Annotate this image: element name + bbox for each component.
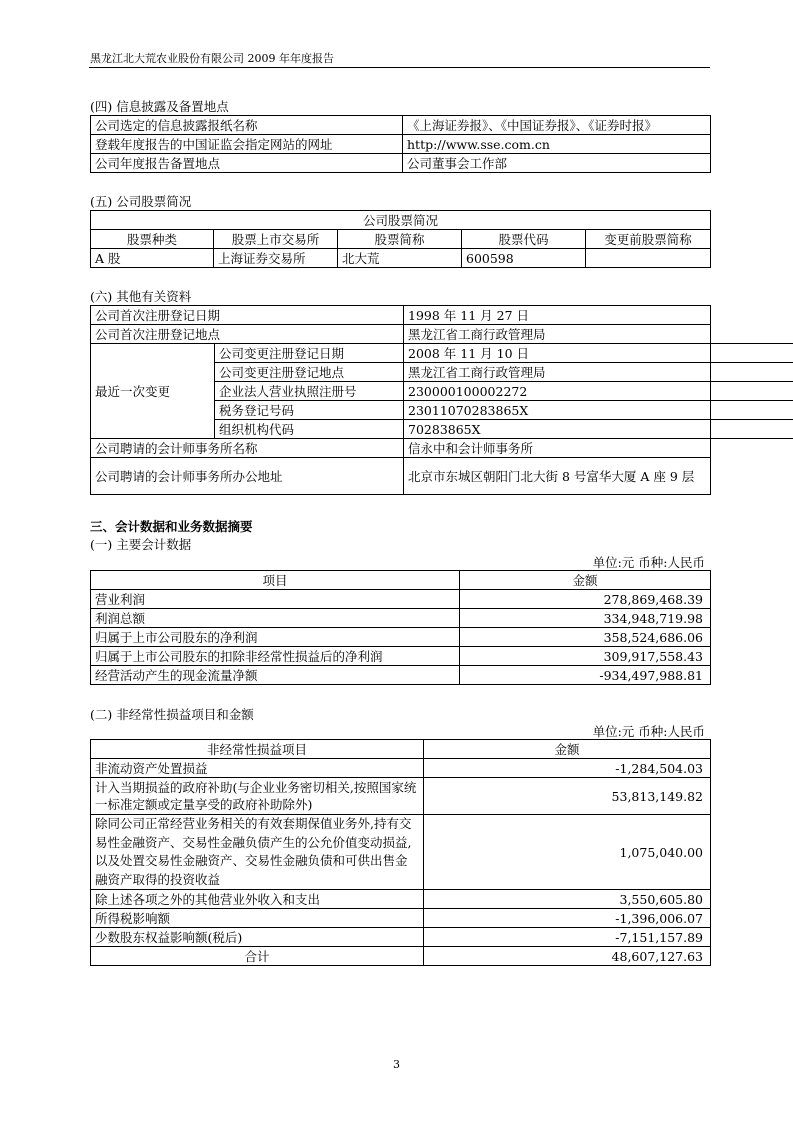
- auditor-addr-label: 公司聘请的会计师事务所办公地址: [91, 458, 404, 495]
- column-header: 股票上市交易所: [214, 230, 338, 249]
- nonrecurring-table: [90, 739, 711, 966]
- disclosure-value: http://www.sse.com.cn: [403, 135, 711, 154]
- disclosure-label: 登载年度报告的中国证监会指定网站的网址: [91, 135, 403, 154]
- disclosure-label: 公司选定的信息披露报纸名称: [91, 116, 403, 135]
- item-cell: 除上述各项之外的其他营业外收入和支出: [91, 890, 424, 909]
- nonrecurring-subtitle: (二) 非经常性损益项目和金额: [90, 707, 254, 722]
- other-info-table: [90, 305, 711, 495]
- item-cell: 营业利润: [91, 590, 460, 609]
- table-extension-line: [710, 438, 793, 439]
- item-cell: 少数股东权益影响额(税后): [91, 928, 424, 947]
- table-row: [91, 344, 711, 363]
- item-cell: 计入当期损益的政府补助(与企业业务密切相关,按照国家统一标准定额或定量享受的政府补助除外): [91, 778, 424, 815]
- table-extension-line: [710, 362, 793, 363]
- disclosure-label: 公司年度报告备置地点: [91, 154, 403, 173]
- total-label: 合计: [91, 947, 424, 966]
- change-value: 230000100002272: [404, 382, 711, 401]
- report-header: 黑龙江北大荒农业股份有限公司 2009 年年度报告: [90, 52, 334, 65]
- table-row: [91, 647, 711, 666]
- page-number: 3: [393, 1058, 400, 1071]
- stock-type: A 股: [91, 249, 214, 268]
- table-row: [91, 666, 711, 685]
- change-value: 23011070283865X: [404, 401, 711, 420]
- column-header: 项目: [91, 571, 460, 590]
- disclosure-value: 《上海证券报》、《中国证券报》、《证券时报》: [403, 116, 711, 135]
- change-value: 2008 年 11 月 10 日: [404, 344, 711, 363]
- table-row: [91, 458, 711, 495]
- table-row: [91, 759, 711, 778]
- amount-cell: 3,550,605.80: [424, 890, 711, 909]
- column-header: 金额: [424, 740, 711, 759]
- table-row: [91, 890, 711, 909]
- item-cell: 归属于上市公司股东的净利润: [91, 628, 460, 647]
- column-header: 变更前股票简称: [586, 230, 711, 249]
- change-label: 税务登记号码: [215, 401, 404, 420]
- table-total-row: [91, 947, 711, 966]
- main-data-subtitle: (一) 主要会计数据: [90, 537, 192, 552]
- column-header: 金额: [460, 571, 711, 590]
- table-row: [91, 439, 711, 458]
- table-row: [91, 815, 711, 890]
- table-row: [91, 135, 711, 154]
- reg-place-value: 黑龙江省工商行政管理局: [404, 325, 711, 344]
- amount-cell: -1,396,006.07: [424, 909, 711, 928]
- amount-cell: 334,948,719.98: [460, 609, 711, 628]
- change-label: 企业法人营业执照注册号: [215, 382, 404, 401]
- reg-date-value: 1998 年 11 月 27 日: [404, 306, 711, 325]
- item-cell: 除同公司正常经营业务相关的有效套期保值业务外,持有交易性金融资产、交易性金融负债产生的公允价值变动损益,以及处置交易性金融资产、交易性金融负债和可供出售金融资产取得的投资收益: [91, 815, 424, 890]
- table-row: [91, 928, 711, 947]
- table-extension-line: [710, 400, 793, 401]
- change-label: 公司变更注册登记日期: [215, 344, 404, 363]
- table-row: [91, 590, 711, 609]
- total-amount: 48,607,127.63: [424, 947, 711, 966]
- unit-label: 单位:元 币种:人民币: [592, 724, 705, 739]
- table-row: [91, 778, 711, 815]
- table-row: [91, 325, 711, 344]
- table-extension-line: [710, 419, 793, 420]
- section-3-title: 三、会计数据和业务数据摘要: [90, 519, 253, 534]
- auditor-addr-value: 北京市东城区朝阳门北大街 8 号富华大厦 A 座 9 层: [404, 458, 711, 495]
- amount-cell: 1,075,040.00: [424, 815, 711, 890]
- unit-label: 单位:元 币种:人民币: [592, 555, 705, 570]
- auditor-label: 公司聘请的会计师事务所名称: [91, 439, 404, 458]
- table-row: [91, 609, 711, 628]
- stock-table: [90, 210, 711, 268]
- item-cell: 所得税影响额: [91, 909, 424, 928]
- stock-code: 600598: [462, 249, 586, 268]
- amount-cell: 309,917,558.43: [460, 647, 711, 666]
- item-cell: 归属于上市公司股东的扣除非经常性损益后的净利润: [91, 647, 460, 666]
- column-header: 股票代码: [462, 230, 586, 249]
- column-header: 股票种类: [91, 230, 214, 249]
- amount-cell: -1,284,504.03: [424, 759, 711, 778]
- table-row: [91, 909, 711, 928]
- item-cell: 经营活动产生的现金流量净额: [91, 666, 460, 685]
- table-row: [91, 628, 711, 647]
- item-cell: 非流动资产处置损益: [91, 759, 424, 778]
- section-6-title: (六) 其他有关资料: [90, 289, 192, 304]
- change-value: 70283865X: [404, 420, 711, 439]
- reg-date-label: 公司首次注册登记日期: [91, 306, 404, 325]
- column-header: 非经常性损益项目: [91, 740, 424, 759]
- table-header-row: [91, 230, 711, 249]
- stock-former-name: [586, 249, 711, 268]
- auditor-value: 信永中和会计师事务所: [404, 439, 711, 458]
- disclosure-value: 公司董事会工作部: [403, 154, 711, 173]
- change-label: 组织机构代码: [215, 420, 404, 439]
- table-header-row: [91, 571, 711, 590]
- disclosure-table: [90, 115, 711, 173]
- stock-table-title: 公司股票简况: [91, 211, 711, 230]
- amount-cell: -7,151,157.89: [424, 928, 711, 947]
- table-header-row: [91, 740, 711, 759]
- main-accounting-table: [90, 570, 711, 685]
- amount-cell: 358,524,686.06: [460, 628, 711, 647]
- section-4-title: (四) 信息披露及备置地点: [90, 99, 229, 114]
- change-value: 黑龙江省工商行政管理局: [404, 363, 711, 382]
- table-extension-line: [710, 381, 793, 382]
- table-row: [91, 306, 711, 325]
- amount-cell: -934,497,988.81: [460, 666, 711, 685]
- table-row: [91, 154, 711, 173]
- table-row: [91, 116, 711, 135]
- reg-place-label: 公司首次注册登记地点: [91, 325, 404, 344]
- stock-short-name: 北大荒: [338, 249, 462, 268]
- column-header: 股票简称: [338, 230, 462, 249]
- amount-cell: 278,869,468.39: [460, 590, 711, 609]
- table-row: [91, 249, 711, 268]
- section-5-title: (五) 公司股票简况: [90, 194, 192, 209]
- header-rule: [89, 67, 710, 68]
- stock-exchange: 上海证券交易所: [214, 249, 338, 268]
- amount-cell: 53,813,149.82: [424, 778, 711, 815]
- item-cell: 利润总额: [91, 609, 460, 628]
- change-label: 公司变更注册登记地点: [215, 363, 404, 382]
- recent-change-label: 最近一次变更: [91, 344, 215, 439]
- table-extension-line: [710, 343, 793, 344]
